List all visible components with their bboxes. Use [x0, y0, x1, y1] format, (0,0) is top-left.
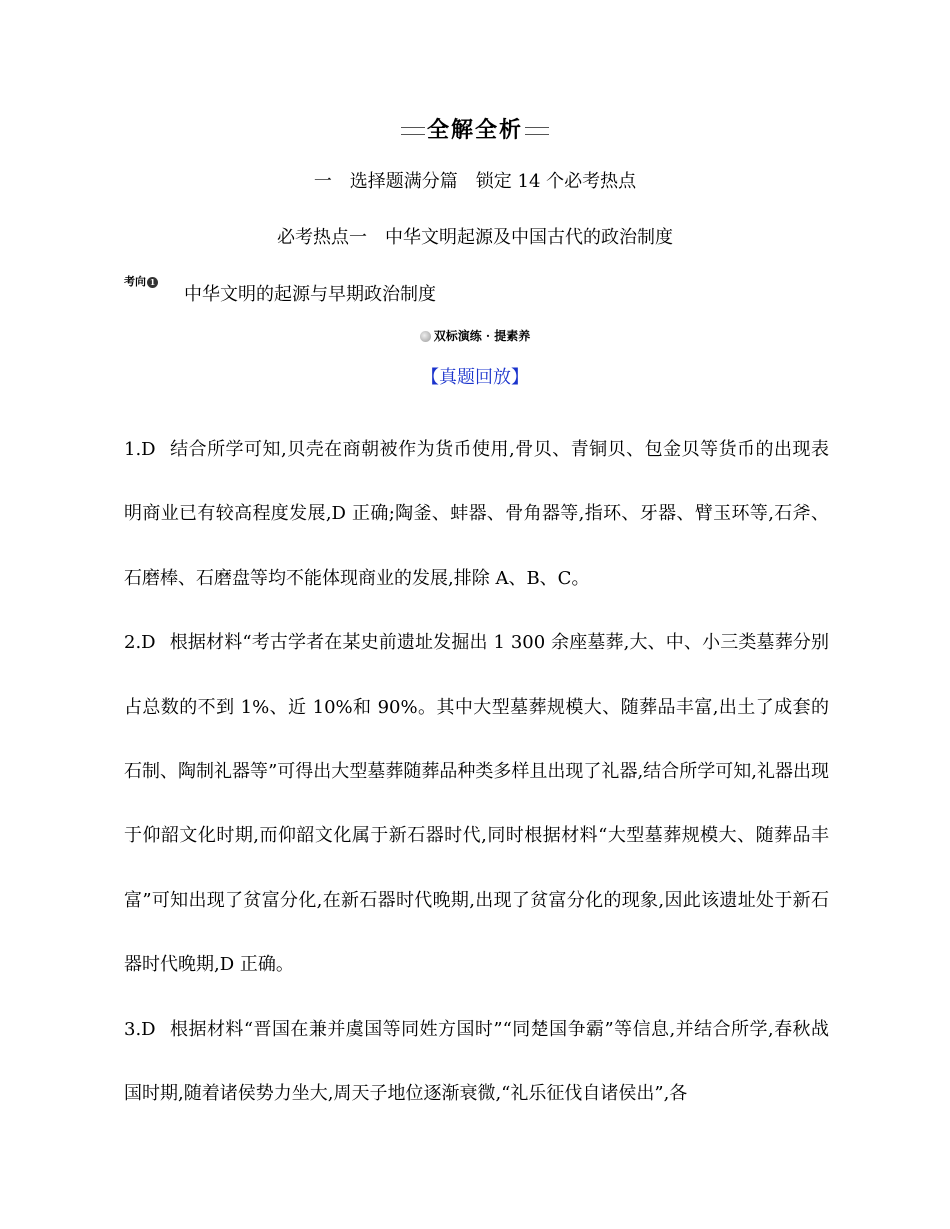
header-left-decoration	[401, 127, 425, 135]
answer-item	[124, 611, 829, 997]
practice-bullet-icon	[420, 331, 431, 342]
practice-label	[0, 326, 950, 346]
practice-label-text: 双标演练 · 提素养	[433, 329, 531, 343]
answer-item	[124, 998, 829, 1127]
subtopic-tag	[124, 274, 158, 290]
answer-text: 根据材料“考古学者在某史前遗址发掘出 1 300 余座墓葬,大、中、小三类墓葬分别占总数的不到 1%、近 10%和 90%。其中大型墓葬规模大、随葬品丰富,出土了成套的石制、陶制礼器等”可得出大型墓葬随葬品种类多样且出现了礼器,结合所学可知,礼器出现于仰韶文化时期,而仰韶文化属于新石器时代,同时根据材料“大型墓葬规模大、随葬品丰富”可知出现了贫富分化,在新石器时代晚期,出现了贫富分化的现象,因此该遗址处于新石器时代晚期,D 正确。	[124, 632, 829, 976]
section-title: 一 选择题满分篇 锁定 14 个必考热点	[313, 171, 637, 192]
subsection-label: 【真题回放】	[421, 367, 529, 388]
answer-number: 1.D	[124, 439, 156, 460]
answer-number: 2.D	[124, 632, 156, 654]
answer-number: 3.D	[124, 1018, 156, 1040]
answer-text: 根据材料“晋国在兼并虞国等同姓方国时”“同楚国争霸”等信息,并结合所学,春秋战国时期,随着诸侯势力坐大,周天子地位逐渐衰微,“礼乐征伐自诸侯出”,各	[124, 1018, 829, 1105]
answer-list	[124, 418, 829, 1126]
answer-item	[124, 418, 829, 611]
answer-text: 结合所学可知,贝壳在商朝被作为货币使用,骨贝、青铜贝、包金贝等货币的出现表明商业已有较高程度发展,D 正确;陶釜、蚌器、骨角器等,指环、牙器、臂玉环等,石斧、石磨棒、石磨盘等均不能体现商业的发展,排除 A、B、C。	[124, 439, 829, 589]
topic-title: 必考热点一 中华文明起源及中国古代的政治制度	[277, 227, 673, 248]
header-right-decoration	[525, 127, 549, 135]
page-title: 全解全析	[426, 117, 523, 143]
subtopic-tag-number: 1	[147, 277, 158, 288]
subtopic-title: 中华文明的起源与早期政治制度	[184, 284, 436, 305]
page-header	[0, 114, 950, 146]
subtopic-tag-label: 考向	[124, 275, 146, 288]
